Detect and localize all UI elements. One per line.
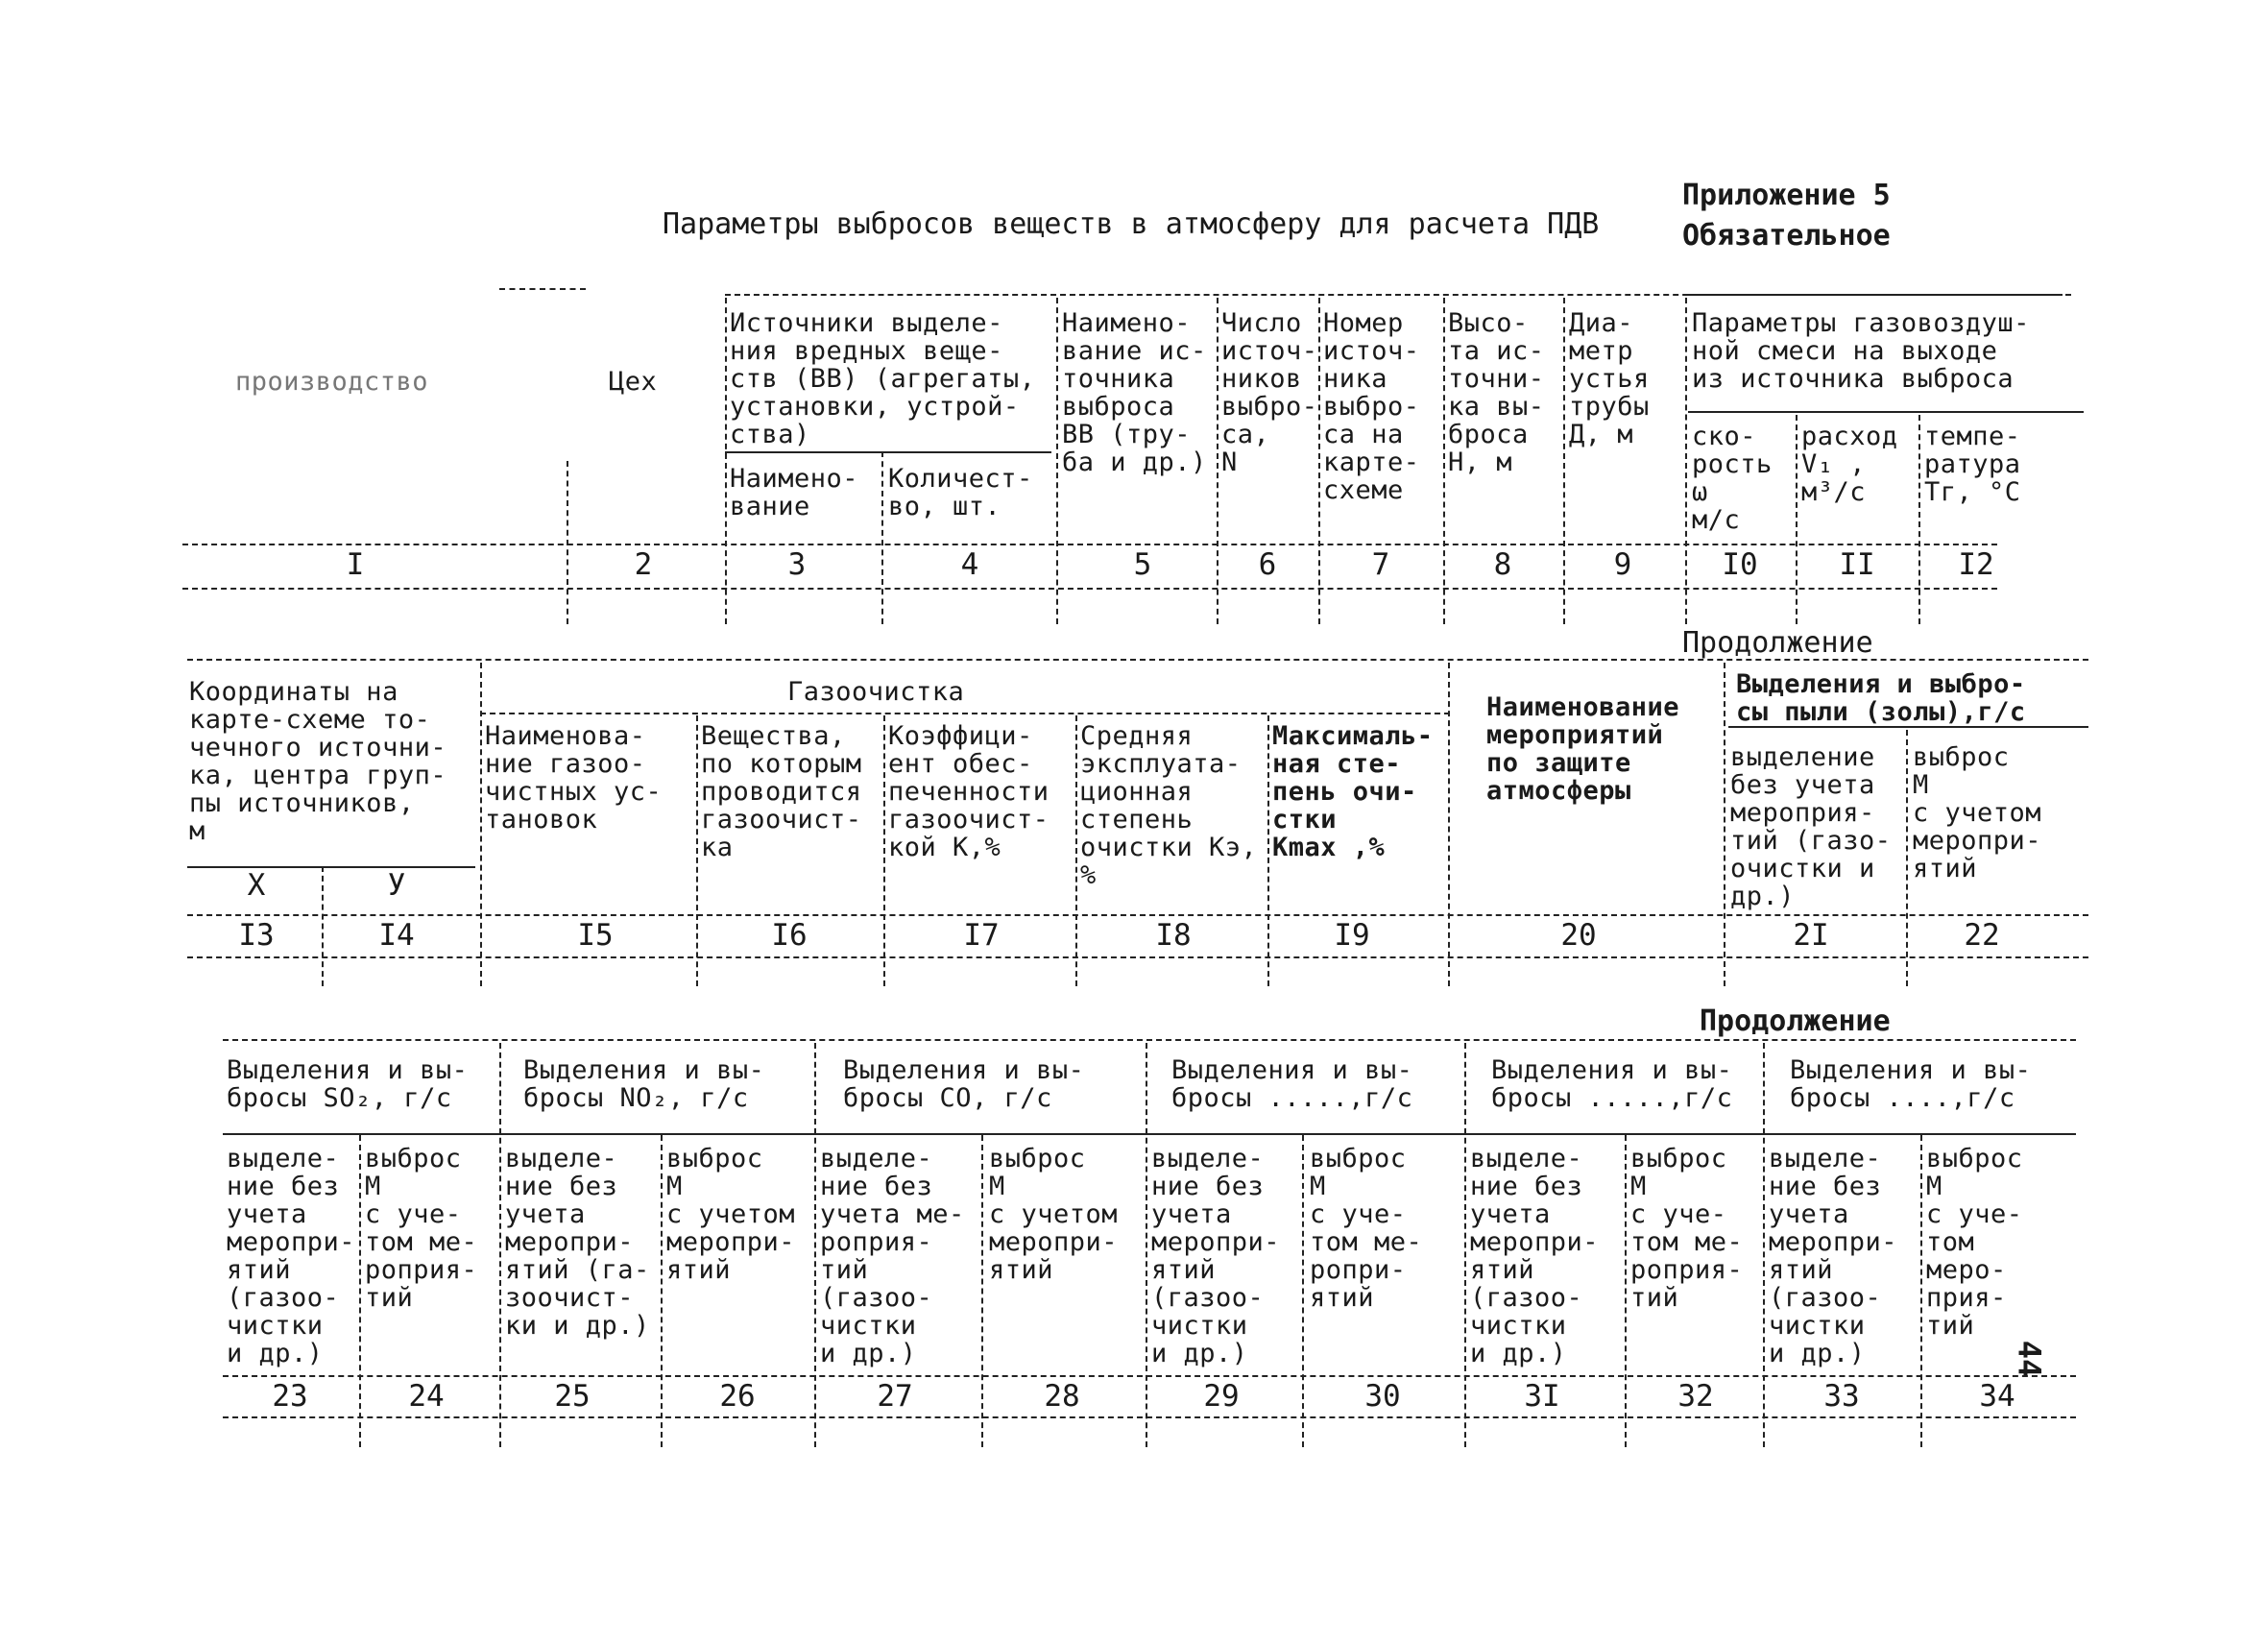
subcol-release: выделе- ние без учета ме- роприя- тий (газоо- чистки и др.): [820, 1144, 965, 1368]
subcol-emission: выброс М с учетом меропри- ятий: [666, 1144, 796, 1285]
col-number: 6: [1258, 547, 1277, 582]
page-number: 44: [2011, 1340, 2048, 1378]
subcol-emission: выброс М с уче- том ме- ропри- ятий: [1310, 1144, 1423, 1313]
col-number: 3: [787, 547, 807, 582]
group-no2: Выделения и вы- бросы NO₂, г/с: [523, 1055, 765, 1113]
col-source-name: Наимено- вание: [730, 464, 859, 521]
col-cleaning-plant-name: Наименова- ние газоо- чистных ус- тановок: [485, 721, 663, 835]
col-dust-emissions: Выделения и выбро- сы пыли (золы),г/с: [1736, 669, 2026, 727]
col-emission-source-name: Наимено- вание ис- точника выброса ВВ (тру- ба и др.): [1062, 308, 1207, 477]
col-dust-release: выделение без учета мероприя- тий (газо- очистки и др.): [1730, 742, 1892, 911]
subcol-release: выделе- ние без учета меропри- ятий (газоо- чистки и др.): [1470, 1144, 1600, 1368]
col-gas-cleaning: Газоочистка: [787, 677, 965, 707]
col-number: 30: [1364, 1379, 1401, 1414]
subcol-emission: выброс М с учетом меропри- ятий: [989, 1144, 1119, 1285]
col-number: 33: [1823, 1379, 1860, 1414]
col-number: I7: [963, 918, 1000, 953]
subcol-release: выделе- ние без учета меропри- ятий (газоо- чистки и др.): [1151, 1144, 1281, 1368]
col-number: I3: [238, 918, 275, 953]
col-number: 9: [1613, 547, 1632, 582]
col-number: 5: [1133, 547, 1152, 582]
continuation-label: Продолжение: [1700, 1004, 1891, 1038]
col-number: 22: [1964, 918, 2000, 953]
col-speed: ско- рость ω м/с: [1692, 422, 1773, 535]
col-number: I0: [1722, 547, 1758, 582]
col-gas-params: Параметры газовоздуш- ной смеси на выходе из источника выброса: [1692, 308, 2030, 394]
col-number: I2: [1958, 547, 1994, 582]
col-number: 28: [1044, 1379, 1080, 1414]
col-number: 23: [272, 1379, 308, 1414]
col-number: 27: [877, 1379, 913, 1414]
col-number: 4: [960, 547, 979, 582]
group-so2: Выделения и вы- бросы SO₂, г/с: [227, 1055, 469, 1113]
page-title: Параметры выбросов веществ в атмосферу для расчета ПДВ: [663, 207, 1600, 241]
col-coverage-coef: Коэффици- ент обес- печенности газоочист- кой К,%: [888, 721, 1050, 862]
col-avg-cleaning-degree: Средняя эксплуата- ционная степень очистки Кэ, %: [1080, 721, 1258, 890]
col-number: I9: [1334, 918, 1370, 953]
col-flow: расход V₁ , м³/с: [1801, 422, 1898, 507]
col-source-qty: Количест- во, шт.: [888, 464, 1033, 521]
col-height: Высо- та ис- точни- ка вы- броса Н, м: [1448, 308, 1545, 477]
col-number: 25: [554, 1379, 591, 1414]
col-diameter: Диа- метр устья трубы Д, м: [1569, 308, 1650, 449]
col-number: I: [346, 547, 365, 582]
continuation-label: Продолжение: [1682, 626, 1873, 660]
col-number: I5: [577, 918, 614, 953]
col-number: 34: [1979, 1379, 2015, 1414]
col-number: 32: [1677, 1379, 1714, 1414]
col-number: 8: [1493, 547, 1512, 582]
col-dust-emission: выброс М с учетом меропри- ятий: [1913, 742, 2042, 883]
col-production: производство: [235, 367, 429, 397]
col-source-number: Номер источ- ника выбро- са на карте- схеме: [1323, 308, 1420, 505]
subcol-emission: выброс М с уче- том меро- прия- тий: [1926, 1144, 2023, 1341]
col-number: I6: [771, 918, 808, 953]
col-protection-measures: Наименование мероприятий по защите атмосферы: [1486, 692, 1680, 806]
mandatory-label: Обязательное: [1682, 219, 1891, 253]
col-substances: Вещества, по которым проводится газоочист- ка: [701, 721, 862, 862]
col-number: 7: [1371, 547, 1390, 582]
col-sources: Источники выделе- ния вредных веще- ств (ВВ) (агрегаты, установки, устрой- ства): [730, 308, 1036, 449]
col-sources-count: Число источ- ников выбро- са, N: [1221, 308, 1318, 477]
subcol-emission: выброс М с уче- том ме- роприя- тий: [1630, 1144, 1744, 1313]
col-number: 2I: [1793, 918, 1829, 953]
col-workshop: Цех: [609, 367, 658, 397]
col-number: II: [1839, 547, 1875, 582]
subcol-release: выделе- ние без учета меропри- ятий (газоо- чистки и др.): [227, 1144, 356, 1368]
col-x: Х: [247, 868, 266, 903]
col-temperature: темпе- ратура Тг, °С: [1924, 422, 2021, 507]
subcol-emission: выброс М с уче- том ме- роприя- тий: [365, 1144, 478, 1313]
group-co: Выделения и вы- бросы СО, г/с: [843, 1055, 1085, 1113]
group-other-1: Выделения и вы- бросы .....,г/с: [1171, 1055, 1413, 1113]
col-number: 24: [408, 1379, 445, 1414]
group-other-2: Выделения и вы- бросы .....,г/с: [1491, 1055, 1733, 1113]
col-y: У: [387, 868, 406, 903]
subcol-release: выделе- ние без учета меропри- ятий (газоо- чистки и др.): [1769, 1144, 1898, 1368]
col-number: I4: [378, 918, 415, 953]
col-number: I8: [1155, 918, 1192, 953]
col-number: 26: [719, 1379, 756, 1414]
col-number: 2: [634, 547, 653, 582]
col-max-cleaning-degree: Максималь- ная сте- пень очи- стки Кmax ,%: [1272, 721, 1434, 862]
col-number: 3I: [1524, 1379, 1560, 1414]
group-other-3: Выделения и вы- бросы ....,г/с: [1790, 1055, 2032, 1113]
appendix-label: Приложение 5: [1682, 179, 1891, 212]
col-number: 29: [1203, 1379, 1240, 1414]
subcol-release: выделе- ние без учета меропри- ятий (га- зоочист- ки и др.): [505, 1144, 650, 1341]
col-number: 20: [1560, 918, 1597, 953]
col-coordinates: Координаты на карте-схеме то- чечного источни- ка, центра груп- пы источников, м: [189, 677, 447, 846]
